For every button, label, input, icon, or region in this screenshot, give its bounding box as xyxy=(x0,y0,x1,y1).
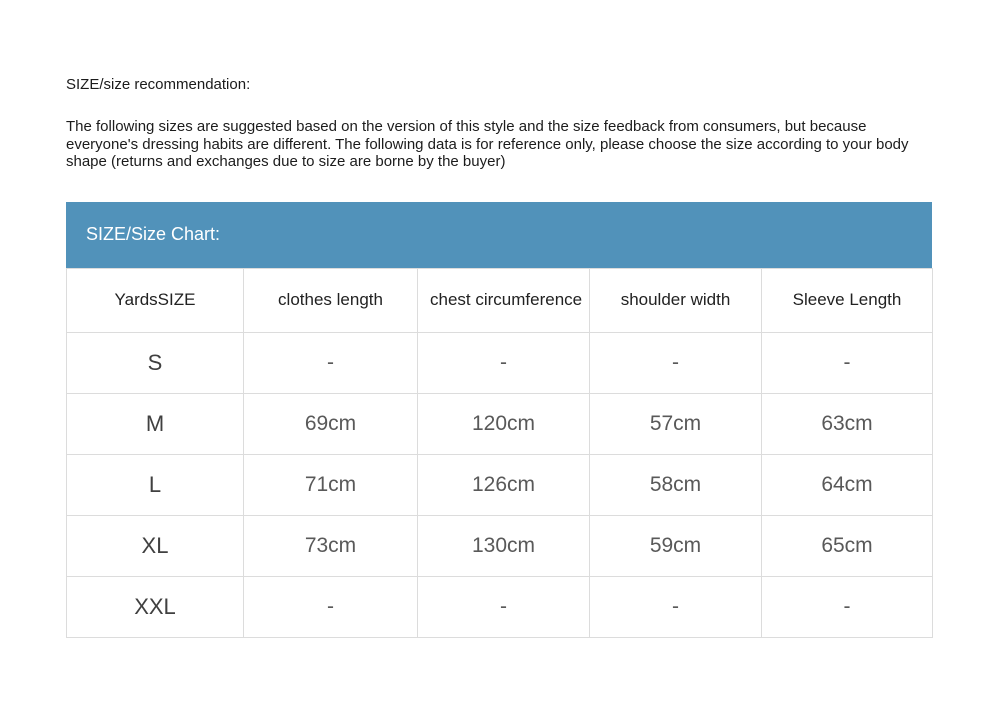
column-header-clothes-length: clothes length xyxy=(244,268,418,332)
size-chart-banner xyxy=(66,202,932,268)
size-label: L xyxy=(67,454,244,515)
clothes-length-value: 73cm xyxy=(244,515,418,576)
shoulder-width-value: 59cm xyxy=(590,515,762,576)
clothes-length-value: 69cm xyxy=(244,393,418,454)
shoulder-width-value: 58cm xyxy=(590,454,762,515)
table-row-xxl xyxy=(67,576,933,637)
sleeve-length-value: 65cm xyxy=(762,515,933,576)
section-heading: SIZE/size recommendation: xyxy=(66,76,251,93)
shoulder-width-value: 57cm xyxy=(590,393,762,454)
clothes-length-value: - xyxy=(244,332,418,393)
sleeve-length-value: - xyxy=(762,332,933,393)
clothes-length-value: - xyxy=(244,576,418,637)
chest-circumference-value: 130cm xyxy=(418,515,590,576)
sleeve-length-value: 63cm xyxy=(762,393,933,454)
chest-circumference-value: 120cm xyxy=(418,393,590,454)
clothes-length-value: 71cm xyxy=(244,454,418,515)
table-row-s xyxy=(67,332,933,393)
column-header-sleeve-length: Sleeve Length xyxy=(762,268,933,332)
size-label: S xyxy=(67,332,244,393)
sleeve-length-value: - xyxy=(762,576,933,637)
shoulder-width-value: - xyxy=(590,332,762,393)
size-label: XL xyxy=(67,515,244,576)
chest-circumference-value: 126cm xyxy=(418,454,590,515)
size-label: XXL xyxy=(67,576,244,637)
sleeve-length-value: 64cm xyxy=(762,454,933,515)
chest-circumference-value: - xyxy=(418,332,590,393)
size-description-paragraph: The following sizes are suggested based on the version of this style and the size feedback from consumers, but because everyone's dressing habits are different. The following data is for reference only, please choose the size according to your body shape (returns and exchanges due to size are borne by the buyer) xyxy=(66,118,909,170)
size-chart-table xyxy=(66,268,933,638)
size-chart-banner-title: SIZE/Size Chart: xyxy=(86,224,221,244)
column-header-size: YardsSIZE xyxy=(67,268,244,332)
table-row-l xyxy=(67,454,933,515)
shoulder-width-value: - xyxy=(590,576,762,637)
table-row-xl xyxy=(67,515,933,576)
size-label: M xyxy=(67,393,244,454)
table-header-row xyxy=(67,268,933,332)
chest-circumference-value: - xyxy=(418,576,590,637)
table-row-m xyxy=(67,393,933,454)
column-header-chest-circumference: chest circumference xyxy=(418,268,590,332)
column-header-shoulder-width: shoulder width xyxy=(590,268,762,332)
